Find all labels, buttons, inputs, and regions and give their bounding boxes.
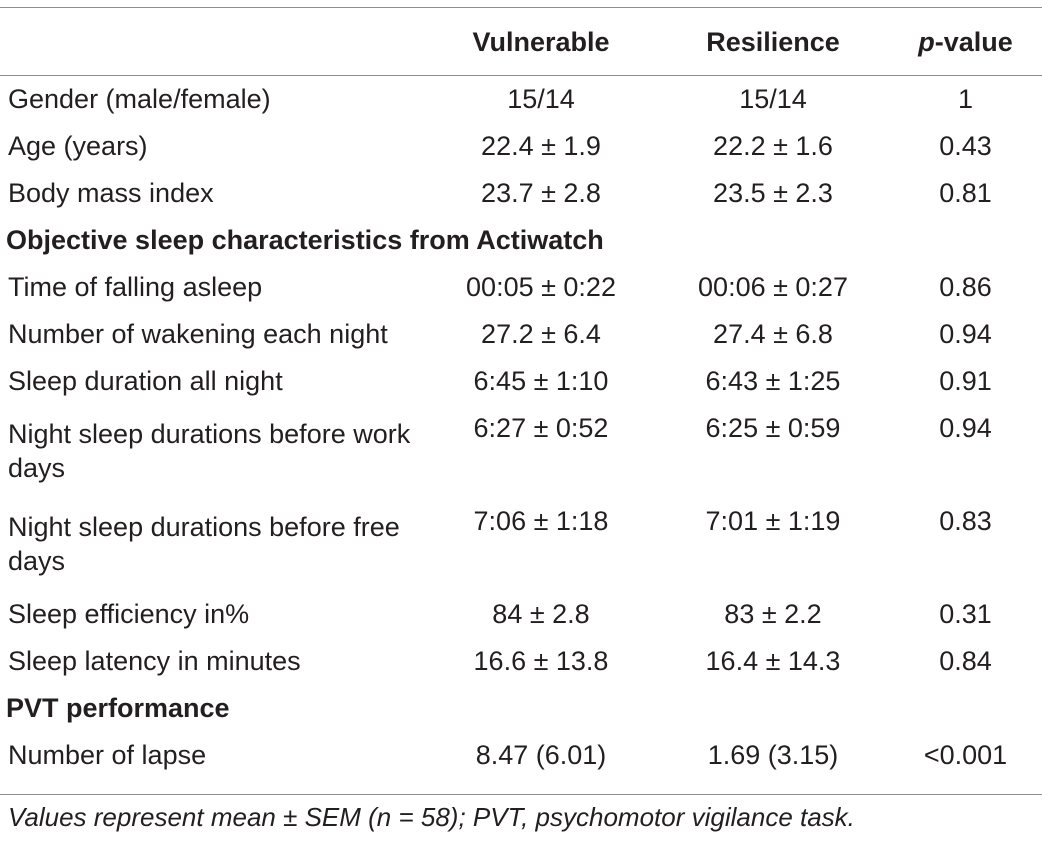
cell-p-value: 0.94	[939, 318, 992, 349]
cell-vulnerable: 15/14	[507, 83, 575, 114]
table-footnote: Values represent mean ± SEM (n = 58); PVT, psychomotor vigilance task.	[8, 802, 855, 832]
cell-vulnerable: 6:45 ± 1:10	[473, 365, 609, 396]
row-label: Number of lapse	[8, 739, 207, 770]
cell-vulnerable: 6:27 ± 0:52	[473, 413, 609, 443]
cell-resilience: 6:43 ± 1:25	[705, 365, 841, 396]
row-label: Body mass index	[8, 177, 214, 208]
header-vulnerable: Vulnerable	[472, 26, 610, 57]
cell-vulnerable: 27.2 ± 6.4	[481, 318, 601, 349]
row-label: Sleep latency in minutes	[8, 645, 301, 676]
row-label: Sleep duration all night	[8, 365, 283, 396]
section-row-pvt	[0, 684, 1042, 731]
cell-p-value: <0.001	[923, 739, 1008, 770]
table-row	[0, 169, 1042, 216]
cell-vulnerable: 8.47 (6.01)	[475, 739, 607, 770]
cell-p-value: 0.43	[939, 130, 992, 161]
cell-p-value: 0.83	[939, 506, 992, 536]
cell-resilience: 22.2 ± 1.6	[713, 130, 833, 161]
header-p-rest: -value	[934, 26, 1013, 57]
table-row	[0, 404, 1042, 497]
header-p-italic: p	[918, 26, 935, 57]
row-label: Number of wakening each night	[8, 318, 388, 349]
table-row	[0, 263, 1042, 310]
cell-p-value: 0.81	[939, 177, 992, 208]
cell-vulnerable: 00:05 ± 0:22	[466, 271, 616, 302]
table-row	[0, 497, 1042, 590]
row-label: Gender (male/female)	[8, 83, 271, 114]
section-heading-pvt: PVT performance	[6, 692, 230, 723]
row-label: Night sleep durations before free days	[8, 511, 400, 576]
data-table	[0, 17, 1042, 778]
cell-resilience: 6:25 ± 0:59	[705, 413, 841, 443]
cell-vulnerable: 7:06 ± 1:18	[473, 506, 609, 536]
cell-resilience: 1.69 (3.15)	[707, 739, 839, 770]
cell-vulnerable: 23.7 ± 2.8	[481, 177, 601, 208]
header-blank	[0, 17, 425, 67]
cell-p-value: 0.91	[939, 365, 992, 396]
cell-p-value: 1	[957, 83, 974, 114]
cell-vulnerable: 16.6 ± 13.8	[473, 645, 609, 676]
cell-resilience: 00:06 ± 0:27	[698, 271, 848, 302]
row-label: Sleep efficiency in%	[8, 598, 250, 629]
header-resilience: Resilience	[706, 26, 840, 57]
table-row	[0, 310, 1042, 357]
table-row	[0, 637, 1042, 684]
table-row	[0, 731, 1042, 778]
cell-resilience: 83 ± 2.2	[724, 598, 822, 629]
cell-resilience: 16.4 ± 14.3	[705, 645, 841, 676]
section-row-sleep	[0, 216, 1042, 263]
table-row	[0, 590, 1042, 637]
cell-p-value: 0.84	[939, 645, 992, 676]
cell-p-value: 0.86	[939, 271, 992, 302]
row-label: Age (years)	[8, 130, 148, 161]
cell-resilience: 15/14	[739, 83, 807, 114]
section-heading-sleep: Objective sleep characteristics from Actiwatch	[6, 224, 604, 255]
row-label: Time of falling asleep	[8, 271, 263, 302]
cell-resilience: 7:01 ± 1:19	[705, 506, 841, 536]
cell-resilience: 27.4 ± 6.8	[713, 318, 833, 349]
cell-vulnerable: 22.4 ± 1.9	[481, 130, 601, 161]
table-row	[0, 122, 1042, 169]
cell-vulnerable: 84 ± 2.8	[492, 598, 590, 629]
header-p-value	[889, 17, 1042, 67]
cell-p-value: 0.94	[939, 413, 992, 443]
table-bottom-rule	[0, 794, 1042, 795]
table-top-rule	[0, 7, 1042, 8]
header-row	[0, 17, 1042, 67]
table-row	[0, 75, 1042, 122]
cell-resilience: 23.5 ± 2.3	[713, 177, 833, 208]
cell-p-value: 0.31	[939, 598, 992, 629]
table-row	[0, 357, 1042, 404]
row-label: Night sleep durations before work days	[8, 418, 411, 483]
